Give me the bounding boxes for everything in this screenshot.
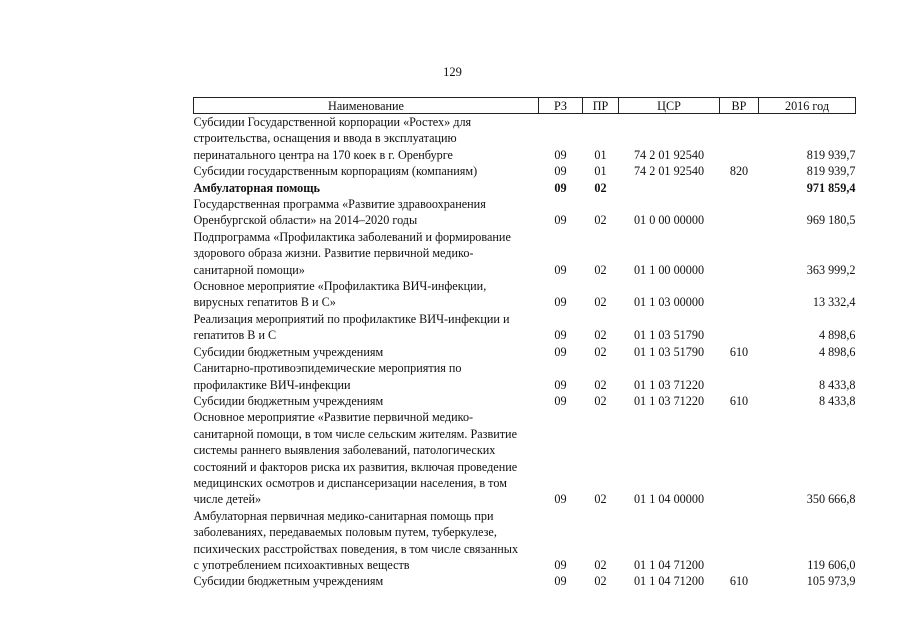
table-row xyxy=(194,229,856,278)
cell-csr: 01 1 04 71200 xyxy=(633,557,705,572)
cell-2016: 119 606,0 xyxy=(807,557,856,572)
cell-pr: 02 xyxy=(594,213,607,228)
cell-pr: 02 xyxy=(594,180,607,195)
cell-vr xyxy=(720,180,759,196)
page-number: 129 xyxy=(443,65,462,79)
cell-rz: 09 xyxy=(554,262,567,277)
cell-csr: 01 1 04 71200 xyxy=(633,574,705,589)
cell-csr: 01 1 03 71220 xyxy=(633,377,705,392)
cell-2016: 4 898,6 xyxy=(818,344,856,359)
cell-vr xyxy=(720,360,759,393)
cell-name: Субсидии бюджетным учреждениям xyxy=(193,574,384,589)
header-name: Наименование xyxy=(194,98,539,114)
table-body xyxy=(194,114,856,590)
cell-vr xyxy=(720,196,759,229)
cell-pr: 01 xyxy=(594,147,607,162)
cell-rz: 09 xyxy=(554,377,567,392)
cell-2016: 971 859,4 xyxy=(806,180,856,195)
cell-2016: 13 332,4 xyxy=(812,295,856,310)
table-row xyxy=(194,508,856,574)
cell-vr xyxy=(720,114,759,164)
table-row xyxy=(194,311,856,344)
cell-rz: 09 xyxy=(554,164,567,179)
cell-2016: 8 433,8 xyxy=(818,393,856,408)
cell-name: Основное мероприятие «Профилактика ВИЧ-инфекции, вирусных гепатитов В и С» xyxy=(193,279,487,310)
cell-csr: 74 2 01 92540 xyxy=(633,147,705,162)
table-row xyxy=(194,409,856,507)
cell-rz: 09 xyxy=(554,328,567,343)
cell-name: Субсидии государственным корпорациям (компаниям) xyxy=(193,164,478,179)
cell-name: Амбулаторная первичная медико-санитарная помощь при заболеваниях, передаваемых половым путем, туберкулезе, психических расстройствах поведения, в том числе связанных с употреблением психоактивных веществ xyxy=(193,508,519,572)
cell-vr: 820 xyxy=(729,164,749,179)
cell-vr xyxy=(720,311,759,344)
cell-csr: 01 1 03 51790 xyxy=(633,344,705,359)
cell-vr: 610 xyxy=(729,393,749,408)
cell-2016: 363 999,2 xyxy=(806,262,856,277)
table-row xyxy=(194,196,856,229)
cell-rz: 09 xyxy=(554,147,567,162)
cell-pr: 02 xyxy=(594,393,607,408)
cell-vr xyxy=(720,229,759,278)
header-year: 2016 год xyxy=(759,98,856,114)
cell-name: Субсидии Государственной корпорации «Ростех» для строительства, оснащения и ввода в эксплуатацию перинатального центра на 170 коек в г. Оренбурге xyxy=(193,115,472,162)
table-row xyxy=(194,393,856,409)
cell-rz: 09 xyxy=(554,574,567,589)
cell-csr: 01 1 03 51790 xyxy=(633,328,705,343)
cell-csr: 01 1 03 00000 xyxy=(633,295,705,310)
cell-name: Государственная программа «Развитие здравоохранения Оренбургской области» на 2014–2020 годы xyxy=(193,197,486,228)
cell-vr xyxy=(720,409,759,507)
cell-name: Санитарно-противоэпидемические мероприятия по профилактике ВИЧ-инфекции xyxy=(193,361,462,392)
table-row xyxy=(194,163,856,179)
cell-vr xyxy=(720,508,759,574)
cell-name: Основное мероприятие «Развитие первичной медико- санитарной помощи, в том числе сельским жителям. Развитие системы раннего выявления заболеваний, патологических состояний и факторов риска их развития, включая проведение медицинских осмотров и диспансеризации населения, в том числе детей» xyxy=(193,410,518,507)
cell-rz: 09 xyxy=(554,180,567,195)
cell-csr: 01 0 00 00000 xyxy=(633,213,705,228)
cell-name: Реализация мероприятий по профилактике ВИЧ-инфекции и гепатитов В и С xyxy=(193,311,510,343)
table-row xyxy=(194,114,856,164)
cell-2016: 8 433,8 xyxy=(818,377,856,392)
cell-2016: 105 973,9 xyxy=(806,574,856,589)
cell-csr: 01 1 00 00000 xyxy=(633,262,705,277)
cell-vr xyxy=(720,278,759,311)
cell-pr: 02 xyxy=(594,295,607,310)
table-row xyxy=(194,344,856,360)
cell-2016: 969 180,5 xyxy=(806,213,856,228)
cell-2016: 350 666,8 xyxy=(806,492,856,507)
cell-name: Субсидии бюджетным учреждениям xyxy=(193,344,384,359)
cell-name: Подпрограмма «Профилактика заболеваний и формирование здорового образа жизни. Развитие первичной медико- санитарной помощи» xyxy=(193,229,511,277)
cell-rz: 09 xyxy=(554,492,567,507)
cell-pr: 02 xyxy=(594,262,607,277)
cell-rz: 09 xyxy=(554,344,567,359)
cell-rz: 09 xyxy=(554,393,567,408)
cell-name: Амбулаторная помощь xyxy=(193,180,320,195)
cell-pr: 02 xyxy=(594,574,607,589)
cell-rz: 09 xyxy=(554,213,567,228)
cell-vr: 610 xyxy=(729,344,749,359)
cell-csr: 01 1 04 00000 xyxy=(633,492,705,507)
cell-csr xyxy=(619,180,720,196)
cell-csr: 01 1 03 71220 xyxy=(633,393,705,408)
table-header-row xyxy=(194,98,856,114)
cell-2016: 819 939,7 xyxy=(806,147,856,162)
header-rz: РЗ xyxy=(539,98,583,114)
header-vr: ВР xyxy=(720,98,759,114)
cell-2016: 4 898,6 xyxy=(818,328,856,343)
cell-pr: 01 xyxy=(594,164,607,179)
cell-pr: 02 xyxy=(594,344,607,359)
table-row xyxy=(194,360,856,393)
cell-vr: 610 xyxy=(729,574,749,589)
header-pr: ПР xyxy=(583,98,619,114)
cell-pr: 02 xyxy=(594,492,607,507)
cell-rz: 09 xyxy=(554,557,567,572)
cell-pr: 02 xyxy=(594,557,607,572)
cell-pr: 02 xyxy=(594,328,607,343)
table-row xyxy=(194,573,856,589)
cell-2016: 819 939,7 xyxy=(806,164,856,179)
cell-pr: 02 xyxy=(594,377,607,392)
cell-name: Субсидии бюджетным учреждениям xyxy=(193,393,384,408)
header-csr: ЦСР xyxy=(619,98,720,114)
table-row xyxy=(194,180,856,196)
cell-csr: 74 2 01 92540 xyxy=(633,164,705,179)
budget-table xyxy=(193,97,856,590)
table-row xyxy=(194,278,856,311)
cell-rz: 09 xyxy=(554,295,567,310)
